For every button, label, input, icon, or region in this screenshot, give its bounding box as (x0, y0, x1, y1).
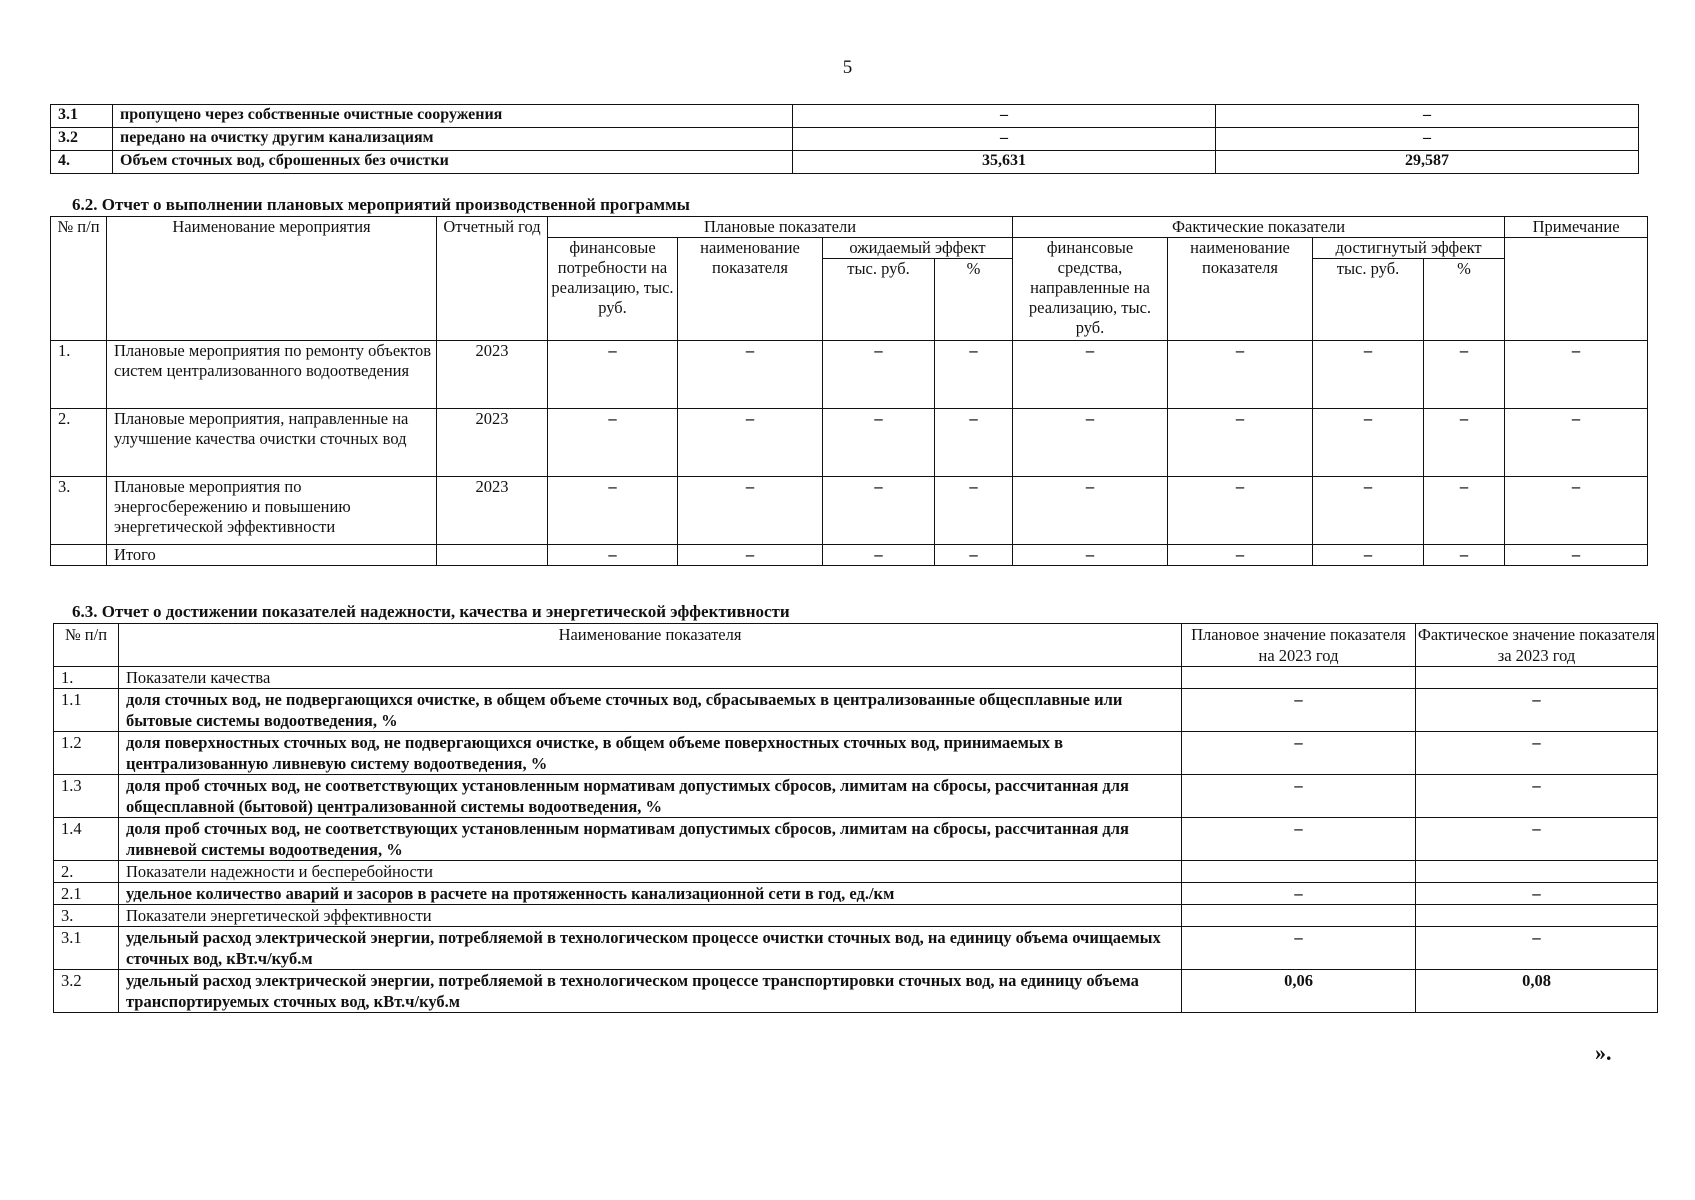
cell: – (1424, 341, 1505, 409)
cell: – (1505, 545, 1648, 566)
cell: – (1168, 477, 1313, 545)
table-row (51, 341, 1648, 409)
cell: – (1424, 409, 1505, 477)
indicator-name: доля проб сточных вод, не соответствующих установленным нормативам допустимых сбросов, лимитам на сбросы, рассчитанная для ливневой системы водоотведения, % (119, 818, 1182, 861)
row-number: 1.1 (54, 689, 119, 732)
row-number: 4. (51, 151, 113, 174)
cell: – (823, 409, 935, 477)
page-number: 5 (842, 57, 853, 78)
header-note-empty (1505, 238, 1648, 341)
cell: – (1313, 477, 1424, 545)
cell: – (548, 477, 678, 545)
cell: – (548, 341, 678, 409)
header-percent-actual: % (1424, 259, 1505, 341)
activity-name: Плановые мероприятия, направленные на улучшение качества очистки сточных вод (107, 409, 437, 477)
plan-value (1182, 861, 1416, 883)
cell: – (1505, 477, 1648, 545)
cell: – (1313, 341, 1424, 409)
table-row (51, 477, 1648, 545)
fact-value: – (1416, 732, 1658, 775)
cell: – (1505, 341, 1648, 409)
header-plan: Плановое значение показателя на 2023 год (1182, 624, 1416, 667)
cell: – (1168, 409, 1313, 477)
table-row (54, 775, 1658, 818)
closing-quote: ». (1595, 1040, 1612, 1065)
planned-activities-table (50, 216, 1648, 566)
table-row (54, 818, 1658, 861)
header-activity-name: Наименование мероприятия (107, 217, 437, 341)
indicator-name: Показатели качества (119, 667, 1182, 689)
fact-value: – (1416, 775, 1658, 818)
cell: – (935, 477, 1013, 545)
indicator-name: удельный расход электрической энергии, потребляемой в технологическом процессе транспортировки сточных вод, на единицу объема транспортируемых сточных вод, кВт.ч/куб.м (119, 970, 1182, 1013)
section-63-title: 6.3. Отчет о достижении показателей надежности, качества и энергетической эффективности (72, 602, 790, 621)
table-row (54, 732, 1658, 775)
value-2: – (1216, 105, 1639, 128)
table-row (54, 927, 1658, 970)
plan-value: 0,06 (1182, 970, 1416, 1013)
row-number: 3.1 (54, 927, 119, 970)
plan-value: – (1182, 775, 1416, 818)
cell: – (678, 477, 823, 545)
indicator-name: доля сточных вод, не подвергающихся очистке, в общем объеме сточных вод, сбрасываемых в централизованные общесплавные или бытовые системы водоотведения, % (119, 689, 1182, 732)
cell: – (1313, 409, 1424, 477)
fact-value: 0,08 (1416, 970, 1658, 1013)
header-indicator-name: наименование показателя (678, 238, 823, 341)
row-number: 1. (51, 341, 107, 409)
cell: – (1013, 545, 1168, 566)
cell: – (1013, 409, 1168, 477)
year: 2023 (437, 409, 548, 477)
value-1: 35,631 (793, 151, 1216, 174)
cell: – (935, 545, 1013, 566)
wastewater-volume-table (50, 104, 1639, 174)
plan-value: – (1182, 732, 1416, 775)
cell: – (548, 545, 678, 566)
header-note: Примечание (1505, 217, 1648, 238)
header-indicator-name-actual: наименование показателя (1168, 238, 1313, 341)
plan-value: – (1182, 927, 1416, 970)
cell: – (678, 341, 823, 409)
total-row (51, 545, 1648, 566)
indicators-table (53, 623, 1658, 1013)
header-row (51, 217, 1648, 238)
fact-value: – (1416, 818, 1658, 861)
header-thousand-rub: тыс. руб. (823, 259, 935, 341)
fact-value: – (1416, 689, 1658, 732)
indicator-name: Показатели энергетической эффективности (119, 905, 1182, 927)
table-row (51, 409, 1648, 477)
cell: – (1424, 477, 1505, 545)
header-expected-effect: ожидаемый эффект (823, 238, 1013, 259)
year: 2023 (437, 341, 548, 409)
table-row (51, 151, 1639, 174)
cell: – (823, 477, 935, 545)
header-thousand-rub-actual: тыс. руб. (1313, 259, 1424, 341)
header-actual: Фактические показатели (1013, 217, 1505, 238)
value-1: – (793, 105, 1216, 128)
header-fin-need: финансовые потребности на реализацию, тыс. руб. (548, 238, 678, 341)
table-row (51, 105, 1639, 128)
table-row (54, 689, 1658, 732)
total-year-empty (437, 545, 548, 566)
table-row (51, 128, 1639, 151)
header-percent: % (935, 259, 1013, 341)
cell: – (935, 409, 1013, 477)
header-fact: Фактическое значение показателя за 2023 год (1416, 624, 1658, 667)
cell: – (935, 341, 1013, 409)
cell: – (1505, 409, 1648, 477)
row-name: передано на очистку другим канализациям (113, 128, 793, 151)
fact-value (1416, 861, 1658, 883)
row-number: 1. (54, 667, 119, 689)
activity-name: Плановые мероприятия по энергосбережению и повышению энергетической эффективности (107, 477, 437, 545)
row-number: 3. (54, 905, 119, 927)
table-row (54, 883, 1658, 905)
cell: – (1313, 545, 1424, 566)
row-number: 2. (51, 409, 107, 477)
cell: – (1013, 477, 1168, 545)
value-2: 29,587 (1216, 151, 1639, 174)
header-year: Отчетный год (437, 217, 548, 341)
fact-value (1416, 667, 1658, 689)
row-number: 3.1 (51, 105, 113, 128)
header-row (54, 624, 1658, 667)
row-number: 1.4 (54, 818, 119, 861)
total-label: Итого (107, 545, 437, 566)
row-number: 3.2 (51, 128, 113, 151)
group-row (54, 905, 1658, 927)
row-name: Объем сточных вод, сброшенных без очистки (113, 151, 793, 174)
plan-value (1182, 667, 1416, 689)
group-row (54, 667, 1658, 689)
row-number: 3. (51, 477, 107, 545)
indicator-name: доля поверхностных сточных вод, не подвергающихся очистке, в общем объеме поверхностных сточных вод, принимаемых в централизованную ливневую систему водоотведения, % (119, 732, 1182, 775)
cell: – (678, 409, 823, 477)
row-number: 2.1 (54, 883, 119, 905)
cell: – (1168, 341, 1313, 409)
plan-value: – (1182, 883, 1416, 905)
activity-name: Плановые мероприятия по ремонту объектов систем централизованного водоотведения (107, 341, 437, 409)
fact-value: – (1416, 927, 1658, 970)
plan-value (1182, 905, 1416, 927)
header-planned: Плановые показатели (548, 217, 1013, 238)
indicator-name: удельное количество аварий и засоров в расчете на протяженность канализационной сети в год, ед./км (119, 883, 1182, 905)
cell: – (548, 409, 678, 477)
indicator-name: доля проб сточных вод, не соответствующих установленным нормативам допустимых сбросов, лимитам на сбросы, рассчитанная для общесплавной (бытовой) централизованной системы водоотведения, % (119, 775, 1182, 818)
section-62-title: 6.2. Отчет о выполнении плановых мероприятий производственной программы (72, 195, 690, 214)
fact-value (1416, 905, 1658, 927)
value-1: – (793, 128, 1216, 151)
cell: – (678, 545, 823, 566)
year: 2023 (437, 477, 548, 545)
cell: – (823, 545, 935, 566)
row-number: 1.3 (54, 775, 119, 818)
header-indicator-name: Наименование показателя (119, 624, 1182, 667)
row-name: пропущено через собственные очистные сооружения (113, 105, 793, 128)
cell: – (1013, 341, 1168, 409)
row-number: 1.2 (54, 732, 119, 775)
row-number: 2. (54, 861, 119, 883)
indicator-name: Показатели надежности и бесперебойности (119, 861, 1182, 883)
header-achieved-effect: достигнутый эффект (1313, 238, 1505, 259)
total-no-empty (51, 545, 107, 566)
value-2: – (1216, 128, 1639, 151)
cell: – (1168, 545, 1313, 566)
header-no: № п/п (51, 217, 107, 341)
header-no: № п/п (54, 624, 119, 667)
plan-value: – (1182, 689, 1416, 732)
fact-value: – (1416, 883, 1658, 905)
header-fin-spent: финансовые средства, направленные на реализацию, тыс. руб. (1013, 238, 1168, 341)
cell: – (1424, 545, 1505, 566)
group-row (54, 861, 1658, 883)
row-number: 3.2 (54, 970, 119, 1013)
table-row (54, 970, 1658, 1013)
cell: – (823, 341, 935, 409)
plan-value: – (1182, 818, 1416, 861)
indicator-name: удельный расход электрической энергии, потребляемой в технологическом процессе очистки сточных вод, на единицу объема очищаемых сточных вод, кВт.ч/куб.м (119, 927, 1182, 970)
